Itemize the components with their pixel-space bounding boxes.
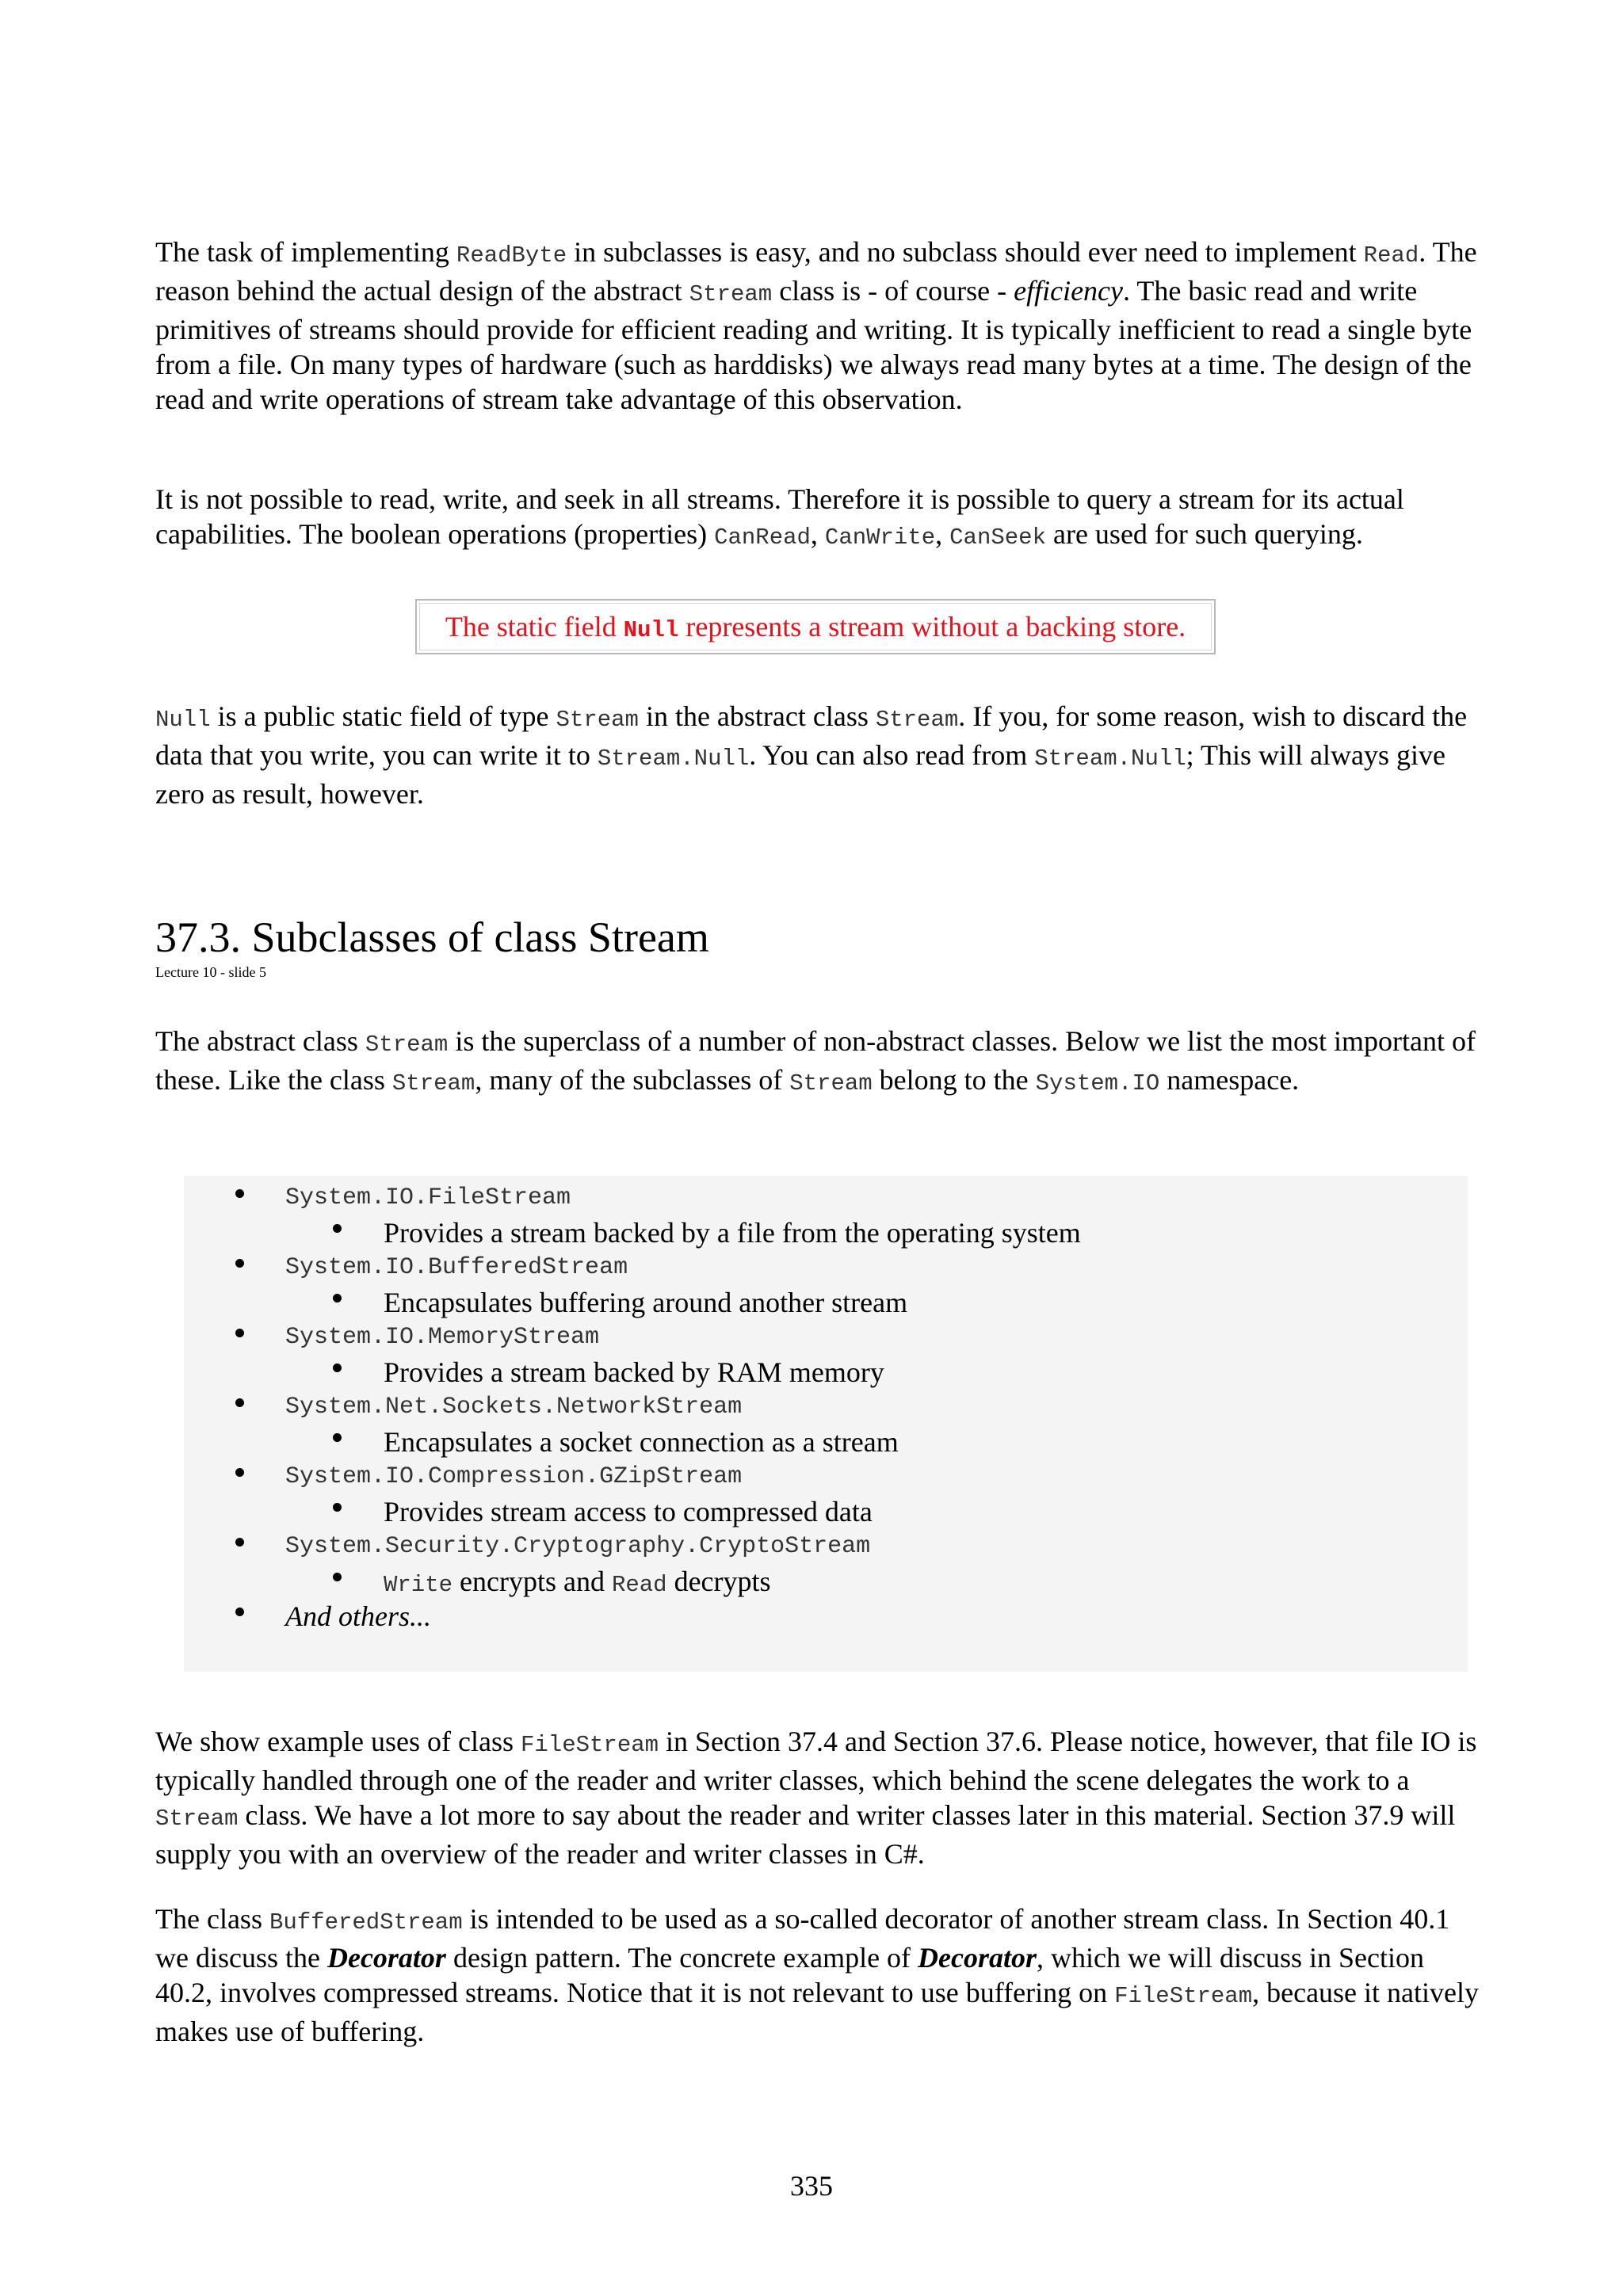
list-item-description: Provides stream access to compressed data	[384, 1496, 873, 1527]
list-item-description: Encapsulates buffering around another stream	[384, 1287, 908, 1318]
list-item-description: Provides a stream backed by RAM memory	[384, 1356, 884, 1388]
list-bullet	[235, 1329, 244, 1337]
page-number: 335	[790, 2170, 833, 2202]
list-bullet	[235, 1468, 244, 1477]
paragraph-stream-capabilities: It is not possible to read, write, and seek in all streams. Therefore it is possible to query a stream for its actual capabilities. The boolean operations (properties) CanRead, CanWrite, CanSeek are used for such querying.	[155, 483, 1404, 551]
list-item-name: System.IO.BufferedStream	[285, 1254, 628, 1281]
list-bullet	[235, 1608, 244, 1616]
section-slide-reference: Lecture 10 - slide 5	[155, 964, 266, 980]
list-bullet	[235, 1398, 244, 1407]
list-item-others: And others...	[285, 1600, 431, 1632]
section-heading: 37.3. Subclasses of class Stream	[155, 913, 709, 961]
list-bullet	[235, 1259, 244, 1268]
paragraph-readbyte-efficiency: The task of implementing ReadByte in subclasses is easy, and no subclass should ever need to implement Read. The reason behind the actual design of the abstract Stream class is - of course - efficiency. The basic read and write primitives of streams should provide for efficient reading and writing. It is typically inefficient to read a single byte from a file. On many types of hardware (such as harddisks) we always read many bytes at a time. The design of the read and write operations of stream take advantage of this observation.	[155, 236, 1477, 415]
list-sub-bullet	[333, 1503, 342, 1512]
list-item-name: System.IO.Compression.GZipStream	[285, 1463, 743, 1490]
list-sub-bullet	[333, 1573, 342, 1581]
paragraph-stream-superclass: The abstract class Stream is the superclass of a number of non-abstract classes. Below we list the most important of these. Like the class Stream, many of the subclasses of Stream belong to the System.IO namespace.	[155, 1025, 1476, 1097]
list-item-name: System.IO.MemoryStream	[285, 1324, 600, 1351]
list-item-name: System.Net.Sockets.NetworkStream	[285, 1394, 743, 1421]
list-bullet	[235, 1189, 244, 1198]
list-item-name: System.IO.FileStream	[285, 1184, 571, 1211]
list-bullet	[235, 1538, 244, 1547]
list-item-description: Write encrypts and Read decrypts	[384, 1566, 771, 1598]
list-sub-bullet	[333, 1433, 342, 1442]
paragraph-null-field: Null is a public static field of type Stream in the abstract class Stream. If you, for some reason, wish to discard the data that you write, you can write it to Stream.Null. You can also read from Stream.Null; This will always give zero as result, however.	[155, 700, 1468, 810]
list-sub-bullet	[333, 1294, 342, 1302]
paragraph-bufferedstream-decorator: The class BufferedStream is intended to be used as a so-called decorator of another stream class. In Section 40.1 we discuss the Decorator design pattern. The concrete example of Decorator, which we will discuss in Section 40.2, involves compressed streams. Notice that it is not relevant to use buffering on FileStream, because it natively makes use of buffering.	[155, 1903, 1479, 2047]
list-sub-bullet	[333, 1363, 342, 1372]
list-item-description: Encapsulates a socket connection as a stream	[384, 1426, 899, 1458]
paragraph-filestream-usage: We show example uses of class FileStream in Section 37.4 and Section 37.6. Please notice, however, that file IO is typically handled through one of the reader and writer classes, which behind the scene delegates the work to a Stream class. We have a lot more to say about the reader and writer classes later in this material. Section 37.9 will supply you with an overview of the reader and writer classes in C#.	[155, 1726, 1477, 1870]
list-sub-bullet	[333, 1224, 342, 1233]
list-item-name: System.Security.Cryptography.CryptoStream	[285, 1533, 871, 1560]
highlight-callout-null-field: The static field Null represents a stream without a backing store.	[415, 599, 1216, 654]
list-item-description: Provides a stream backed by a file from the operating system	[384, 1217, 1081, 1249]
